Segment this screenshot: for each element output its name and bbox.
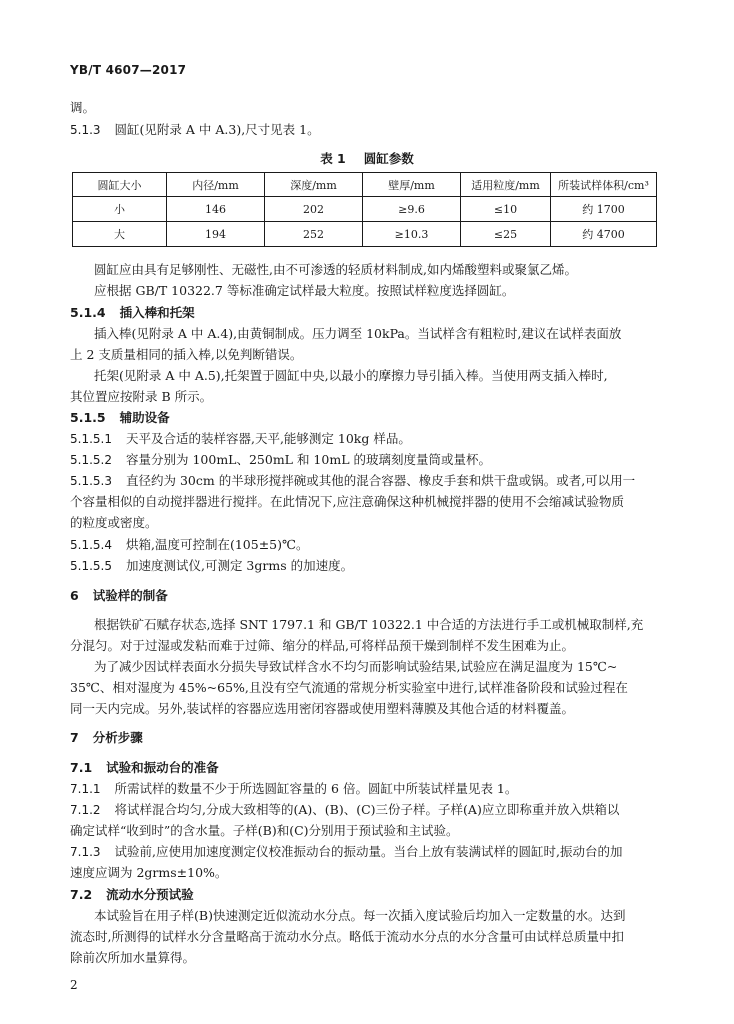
- paragraph-line: 上 2 支质量相同的插入棒,以免判断错误。: [70, 347, 303, 362]
- paragraph-line: 的粒度或密度。: [70, 515, 158, 530]
- clause-7-1-2: [70, 802, 619, 818]
- paragraph-line: 应根据 GB/T 10322.7 等标准确定试样最大粒度。按照试样粒度选择圆缸。: [94, 283, 515, 298]
- column-header: 深度/mm: [265, 173, 363, 197]
- paragraph-line: 确定试样“收到时”的含水量。子样(B)和(C)分别用于预试验和主试验。: [70, 823, 459, 838]
- clause-number: 5.1.5.2: [70, 453, 112, 467]
- column-header: 圆缸大小: [73, 173, 167, 197]
- clause-number: 7.1: [70, 760, 93, 775]
- section-heading-5-1-5: [70, 410, 170, 426]
- table-caption: [0, 149, 734, 167]
- section-heading-7: [70, 730, 143, 746]
- table-cell: ≤25: [461, 222, 551, 247]
- paragraph-line: 其位置应按附录 B 所示。: [70, 389, 213, 404]
- clause-number: 5.1.5.4: [70, 538, 112, 552]
- paragraph-line: 托架(见附录 A 中 A.5),托架置于圆缸中央,以最小的摩擦力导引插入棒。当使用两支插入棒时,: [94, 368, 608, 383]
- clause-text: 试验前,应使用加速度测定仪校准振动台的振动量。当台上放有装满试样的圆缸时,振动台的加: [114, 844, 623, 859]
- standard-code: YB/T 4607—2017: [70, 63, 187, 77]
- clause-number: 5.1.5.1: [70, 432, 112, 446]
- clause-text: 将试样混合均匀,分成大致相等的(A)、(B)、(C)三份子样。子样(A)应立即称重并放入烘箱以: [114, 802, 620, 817]
- clause-number: 5.1.5.3: [70, 474, 112, 488]
- table-label: 表 1: [320, 151, 346, 166]
- clause-7-1-3: [70, 844, 623, 860]
- table-cell: ≥9.6: [363, 197, 461, 222]
- clause-5-1-5-5: [70, 558, 353, 574]
- clause-text: 所需试样的数量不少于所选圆缸容量的 6 倍。圆缸中所装试样量见表 1。: [114, 781, 518, 796]
- section-number: 6: [70, 588, 79, 603]
- clause-number: 5.1.3: [70, 123, 101, 137]
- clause-number: 5.1.5: [70, 410, 106, 425]
- clause-5-1-5-4: [70, 537, 308, 553]
- heading-text: 流动水分预试验: [106, 887, 194, 902]
- clause-text: 天平及合适的装样容器,天平,能够测定 10kg 样品。: [125, 431, 411, 446]
- clause-text: 圆缸(见附录 A 中 A.3),尺寸见表 1。: [114, 122, 320, 137]
- heading-text: 分析步骤: [92, 730, 143, 745]
- paragraph-line: 除前次所加水量算得。: [70, 950, 196, 965]
- section-heading-6: [70, 588, 168, 604]
- table-cell: 约 4700: [551, 222, 657, 247]
- paragraph-line: 分混匀。对于过湿或发粘而难于过筛、缩分的样品,可将样品预干燥到制样不发生困难为止。: [70, 638, 574, 653]
- page-number: 2: [70, 978, 78, 992]
- paragraph-line: 插入棒(见附录 A 中 A.4),由黄铜制成。压力调至 10kPa。当试样含有粗粒时,建议在试样表面放: [94, 326, 622, 341]
- clause-number: 5.1.4: [70, 305, 106, 320]
- cylinder-parameters-table: [72, 172, 657, 247]
- column-header: 适用粒度/mm: [461, 173, 551, 197]
- table-cell: 约 1700: [551, 197, 657, 222]
- heading-text: 插入棒和托架: [119, 305, 195, 320]
- clause-number: 7.1.1: [70, 782, 101, 796]
- clause-5-1-3: [70, 122, 320, 138]
- heading-text: 试验样的制备: [92, 588, 168, 603]
- column-header: 壁厚/mm: [363, 173, 461, 197]
- table-cell: 252: [265, 222, 363, 247]
- table-cell: 202: [265, 197, 363, 222]
- table-cell: 小: [73, 197, 167, 222]
- table-title: 圆缸参数: [363, 151, 414, 166]
- clause-5-1-5-1: [70, 431, 411, 447]
- paragraph-line: 为了减少因试样表面水分损失导致试样含水不均匀而影响试验结果,试验应在满足温度为 15℃~: [94, 659, 618, 674]
- section-heading-7-1: [70, 760, 219, 776]
- paragraph-line: 同一天内完成。另外,装试样的容器应选用密闭容器或使用塑料薄膜及其他合适的材料覆盖。: [70, 701, 574, 716]
- paragraph-line: 调。: [70, 100, 96, 115]
- clause-5-1-5-3: [70, 473, 635, 489]
- paragraph-line: 个容量相似的自动搅拌器进行搅拌。在此情况下,应注意确保这种机械搅拌器的使用不会缩减试验物质: [70, 494, 624, 509]
- table-cell: 大: [73, 222, 167, 247]
- clause-text: 直径约为 30cm 的半球形搅拌碗或其他的混合容器、橡皮手套和烘干盘或锅。或者,可以用一: [125, 473, 636, 488]
- clause-5-1-5-2: [70, 452, 491, 468]
- table-cell: ≥10.3: [363, 222, 461, 247]
- table-cell: 146: [167, 197, 265, 222]
- heading-text: 辅助设备: [119, 410, 170, 425]
- paragraph-line: 流态时,所测得的试样水分含量略高于流动水分点。略低于流动水分点的水分含量可由试样总质量中扣: [70, 929, 624, 944]
- column-header: 内径/mm: [167, 173, 265, 197]
- clause-number: 7.1.3: [70, 845, 101, 859]
- clause-text: 容量分别为 100mL、250mL 和 10mL 的玻璃刻度量筒或量杯。: [125, 452, 491, 467]
- paragraph-line: 速度应调为 2grms±10%。: [70, 865, 228, 880]
- paragraph-line: 35℃、相对湿度为 45%~65%,且没有空气流通的常规分析实验室中进行,试样准备阶段和试验过程在: [70, 680, 628, 695]
- clause-number: 7.2: [70, 887, 93, 902]
- table-cell: 194: [167, 222, 265, 247]
- clause-7-1-1: [70, 781, 517, 797]
- table-cell: ≤10: [461, 197, 551, 222]
- section-heading-7-2: [70, 887, 194, 903]
- paragraph-line: 圆缸应由具有足够刚性、无磁性,由不可渗透的轻质材料制成,如内烯酸塑料或聚氯乙烯。: [94, 262, 577, 277]
- clause-text: 加速度测试仪,可测定 3grms 的加速度。: [125, 558, 354, 573]
- column-header: 所装试样体积/cm³: [551, 173, 657, 197]
- clause-text: 烘箱,温度可控制在(105±5)℃。: [125, 537, 309, 552]
- table-row: [73, 222, 657, 247]
- heading-text: 试验和振动台的准备: [106, 760, 219, 775]
- clause-number: 5.1.5.5: [70, 559, 112, 573]
- section-number: 7: [70, 730, 79, 745]
- paragraph-line: 本试验旨在用子样(B)快速测定近似流动水分点。每一次插入度试验后均加入一定数量的水。达到: [94, 908, 626, 923]
- paragraph-line: 根据铁矿石赋存状态,选择 SNT 1797.1 和 GB/T 10322.1 中合适的方法进行手工或机械取制样,充: [94, 617, 644, 632]
- section-heading-5-1-4: [70, 305, 195, 321]
- clause-number: 7.1.2: [70, 803, 101, 817]
- table-row: [73, 197, 657, 222]
- table-header-row: [73, 173, 657, 197]
